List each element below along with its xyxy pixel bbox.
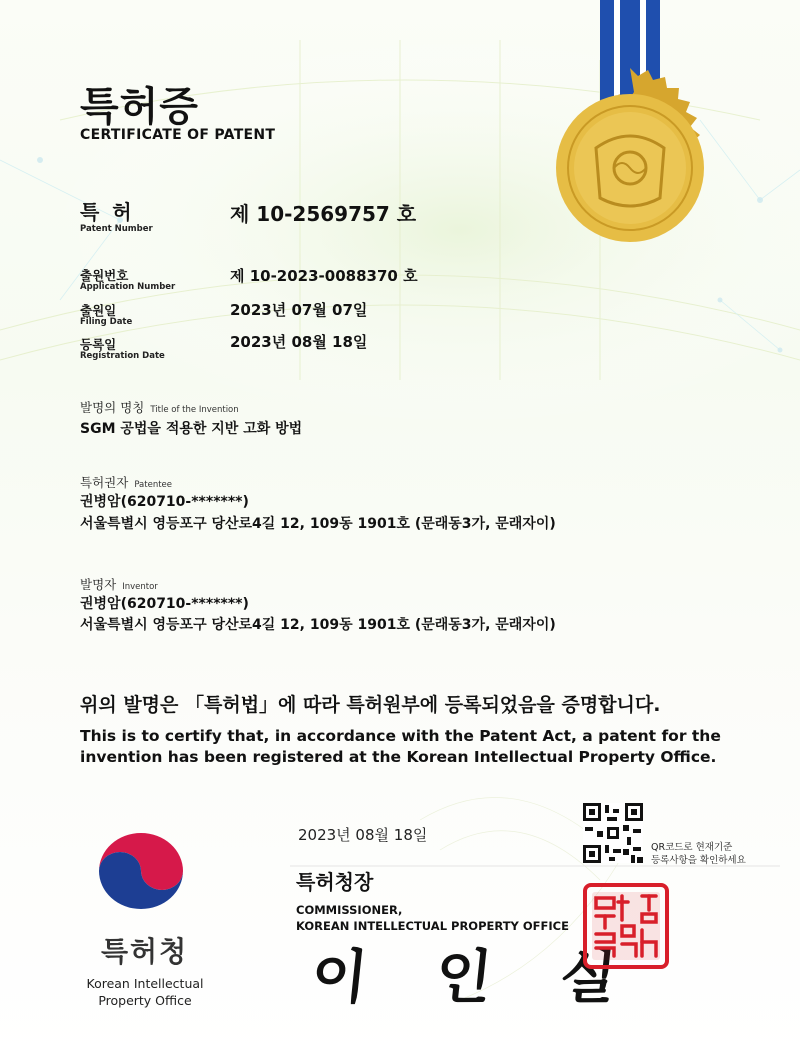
- patentee-label-kr: 특허권자: [80, 475, 129, 490]
- commissioner-title-kr: 특허청장: [296, 870, 374, 894]
- application-number-value: 제 10-2023-0088370 호: [230, 267, 418, 285]
- inventor-name: 권병암(620710-*******): [80, 596, 249, 612]
- invention-title-label-en: Title of the Invention: [150, 405, 239, 415]
- commissioner-title-en-line1: COMMISSIONER,: [296, 903, 403, 917]
- certificate-title-en: CERTIFICATE OF PATENT: [80, 127, 276, 143]
- patent-number-label-en: Patent Number: [80, 224, 153, 234]
- inventor-address: 서울특별시 영등포구 당산로4길 12, 109동 1901호 (문래동3가, 문래자이): [80, 617, 556, 633]
- inventor-label-en: Inventor: [122, 582, 158, 592]
- issue-date: 2023년 08월 18일: [298, 826, 428, 844]
- patentee-address: 서울특별시 영등포구 당산로4길 12, 109동 1901호 (문래동3가, 문래자이): [80, 516, 556, 532]
- invention-title-value: SGM 공법을 적용한 지반 고화 방법: [80, 421, 303, 437]
- filing-date-value: 2023년 07월 07일: [230, 301, 368, 319]
- inventor-label: [80, 575, 158, 593]
- filing-date-label-kr: 출원일: [80, 303, 117, 318]
- application-number-label-en: Application Number: [80, 282, 176, 292]
- filing-date-label-en: Filing Date: [80, 317, 133, 327]
- registration-date-label-kr: 등록일: [80, 337, 117, 352]
- patent-number-value: 제 10-2569757 호: [230, 202, 417, 226]
- office-name-en-line1: Korean Intellectual: [86, 976, 204, 991]
- certification-statement-kr: 위의 발명은 「특허법」에 따라 특허원부에 등록되었음을 증명합니다.: [80, 694, 661, 716]
- certificate-title-kr: 특허증: [80, 84, 199, 130]
- kipo-logo-icon: [93, 833, 189, 917]
- patentee-name: 권병암(620710-*******): [80, 494, 249, 510]
- invention-title-label-kr: 발명의 명칭: [80, 400, 145, 415]
- patentee-label-en: Patentee: [134, 480, 173, 490]
- official-red-seal: [582, 882, 670, 970]
- commissioner-signature: 이 인 실: [307, 943, 644, 1011]
- certification-statement-en-line1: This is to certify that, in accordance with the Patent Act, a patent for the: [80, 727, 721, 745]
- application-number-label-kr: 출원번호: [80, 268, 129, 283]
- gold-medal-seal: [530, 0, 730, 280]
- inventor-label-kr: 발명자: [80, 577, 117, 592]
- certification-statement-en-line2: invention has been registered at the Korean Intellectual Property Office.: [80, 748, 717, 766]
- registration-date-label-en: Registration Date: [80, 351, 165, 361]
- qr-note-line2: 등록사항을 확인하세요: [651, 855, 746, 866]
- office-name-kr: 특허청: [101, 935, 189, 968]
- commissioner-title-en-line2: KOREAN INTELLECTUAL PROPERTY OFFICE: [296, 919, 569, 933]
- qr-note-line1: QR코드로 현재기준: [651, 842, 733, 853]
- registration-date-value: 2023년 08월 18일: [230, 333, 368, 351]
- invention-title-label: [80, 398, 239, 416]
- patent-number-label-kr: 특 허: [80, 200, 135, 224]
- patentee-label: [80, 473, 172, 491]
- office-name-en-line2: Property Office: [98, 993, 192, 1008]
- qr-code-icon[interactable]: [583, 803, 643, 863]
